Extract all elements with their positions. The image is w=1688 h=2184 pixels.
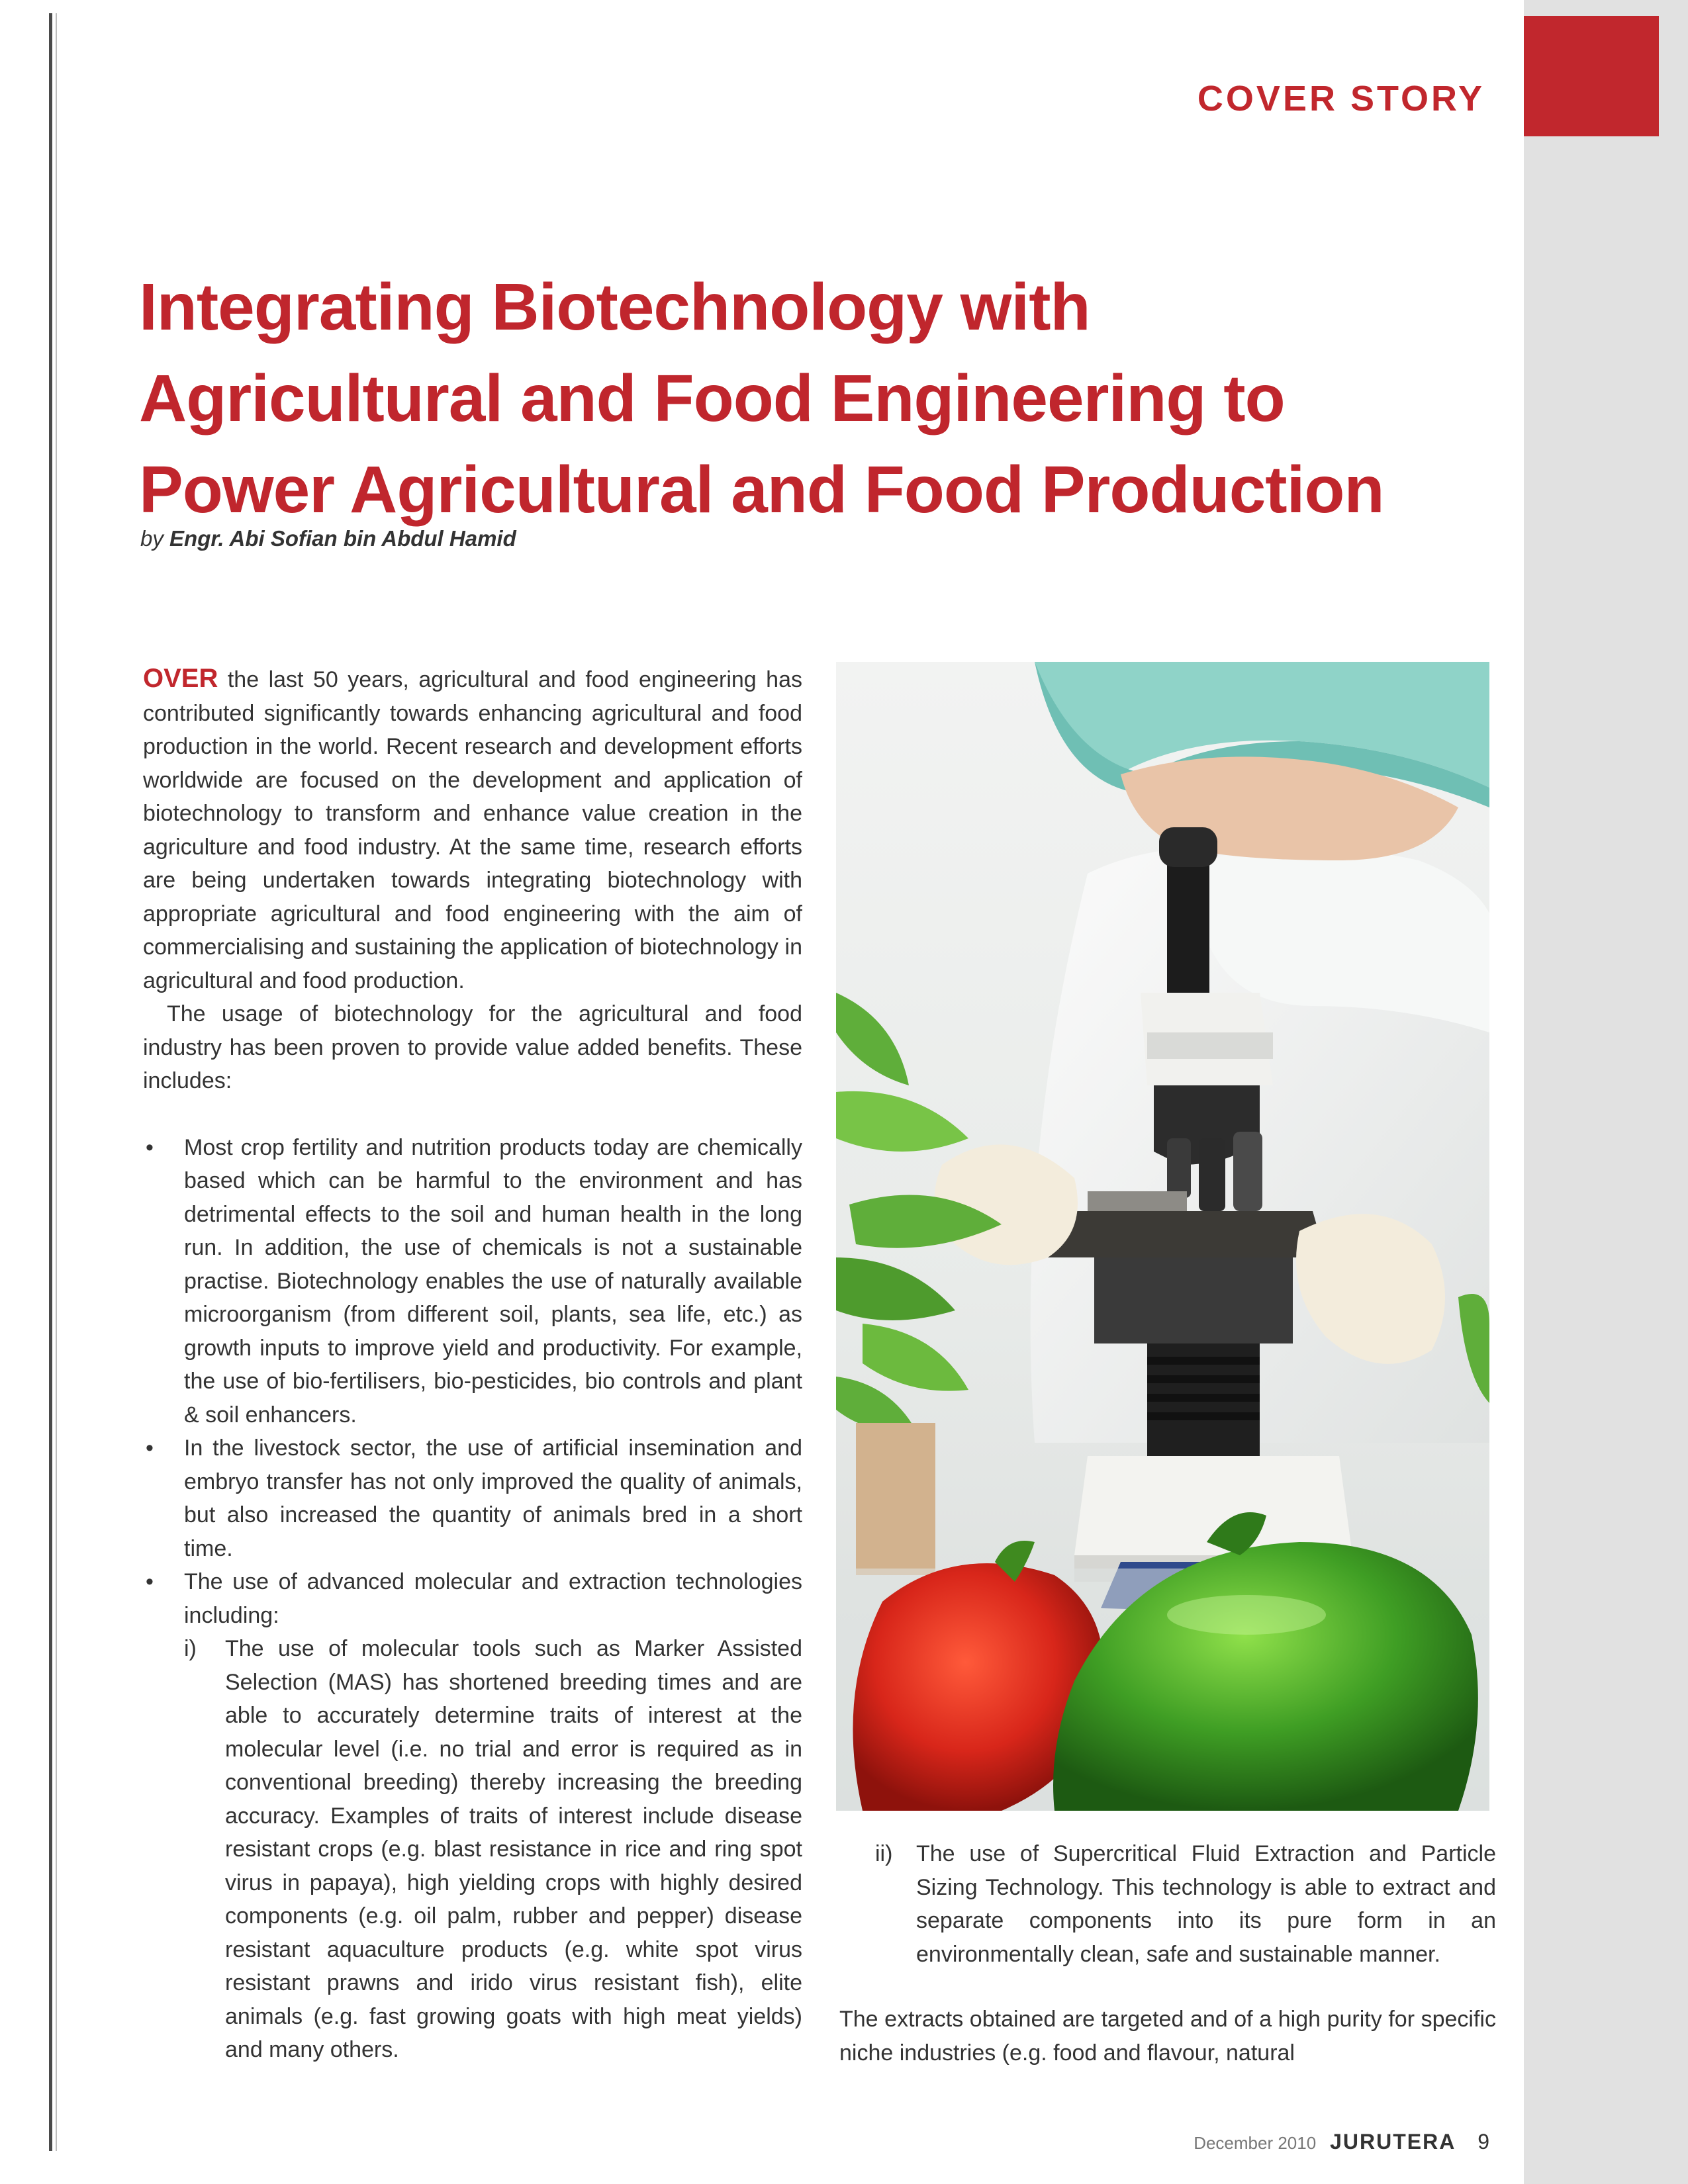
byline-prefix: by (140, 526, 164, 551)
list-item (143, 1565, 802, 2067)
intro-paragraph (143, 662, 802, 997)
page-footer (1194, 2130, 1489, 2154)
byline (140, 526, 516, 551)
left-column (143, 662, 802, 2067)
byline-author: Engr. Abi Sofian bin Abdul Hamid (169, 526, 516, 551)
title-line: Power Agricultural and Food Production (139, 453, 1384, 527)
margin-band (1524, 0, 1688, 2184)
microscope-lab-photo-icon (836, 662, 1489, 1811)
scan-edge (49, 13, 52, 2151)
list-item-text: The use of advanced molecular and extraction technologies including: (184, 1569, 802, 1628)
sub-list-text: The use of molecular tools such as Marker Assisted Selection (MAS) has shortened breeding times and are able to accurately determine traits of interest at the molecular level (i.e. no trial and error is required as in conventional breeding) thereby increasing the breeding accuracy. Examples of traits of interest include disease resistant crops (e.g. blast resistance in rice and ring spot virus in papaya), high yielding crops with highly desired components (e.g. oil palm, rubber and pepper) disease resistant aquaculture products (e.g. white spot virus resistant prawns and irido virus resistant fish), elite animals (e.g. fast growing goats with high meat yields) and many others. (225, 1636, 802, 2062)
list-item: • In the livestock sector, the use of artificial insemination and embryo transfer has not only improved the quality of animals, but also increased the quantity of animals bred in a short time. (143, 1432, 802, 1565)
issue-date: December 2010 (1194, 2133, 1317, 2153)
body-paragraph: The extracts obtained are targeted and of a high purity for specific niche industries (e.g. food and flavour, natural (839, 2007, 1496, 2066)
body-paragraph: The usage of biotechnology for the agricultural and food industry has been proven to provide value added benefits. These includes: (143, 1001, 802, 1093)
sub-list (184, 1632, 802, 2067)
title-line: Integrating Biotechnology with (139, 270, 1090, 344)
intro-text: the last 50 years, agricultural and food engineering has contributed significantly towards enhancing agricultural and food production in the world. Recent research and development efforts worldwide are focused on the development and application of biotechnology to transform and enhance value creation in the agriculture and food industry. At the same time, research efforts are being undertaken towards integrating biotechnology with appropriate agricultural and food engineering with the aim of commercialising and sustaining the application of biotechnology in agricultural and food production. (143, 667, 802, 993)
magazine-name: JURUTERA (1330, 2130, 1456, 2154)
sub-list-text: The use of Supercritical Fluid Extraction and Particle Sizing Technology. This technology is able to extract and separate components into its pure form in an environmentally clean, safe and sustainable manner. (916, 1841, 1496, 1967)
sub-list-marker: ii) (875, 1841, 893, 1866)
article-title (139, 261, 1516, 535)
sub-list-item (184, 1632, 802, 2067)
title-line: Agricultural and Food Engineering to (139, 361, 1285, 435)
right-column (839, 1837, 1496, 2070)
benefits-list (143, 1131, 802, 2067)
page-number: 9 (1477, 2130, 1489, 2154)
sub-list-marker: i) (184, 1636, 197, 1661)
scan-edge-shadow (56, 13, 57, 2151)
lab-photo-illustration (836, 662, 1489, 1811)
sub-list-item (839, 1837, 1496, 1971)
lead-word: OVER (143, 664, 218, 693)
section-tab (1524, 16, 1659, 136)
list-item: • Most crop fertility and nutrition products today are chemically based which can be harmful to the environment and has detrimental effects to the soil and human health in the long run. In addition, the use of chemicals is not a sustainable practise. Biotechnology enables the use of naturally available microorganism (from different soil, plants, sea life, etc.) as growth inputs to improve yield and productivity. For example, the use of bio-fertilisers, bio-pesticides, bio controls and plant & soil enhancers. (143, 1131, 802, 1432)
section-label: COVER STORY (1197, 79, 1485, 118)
